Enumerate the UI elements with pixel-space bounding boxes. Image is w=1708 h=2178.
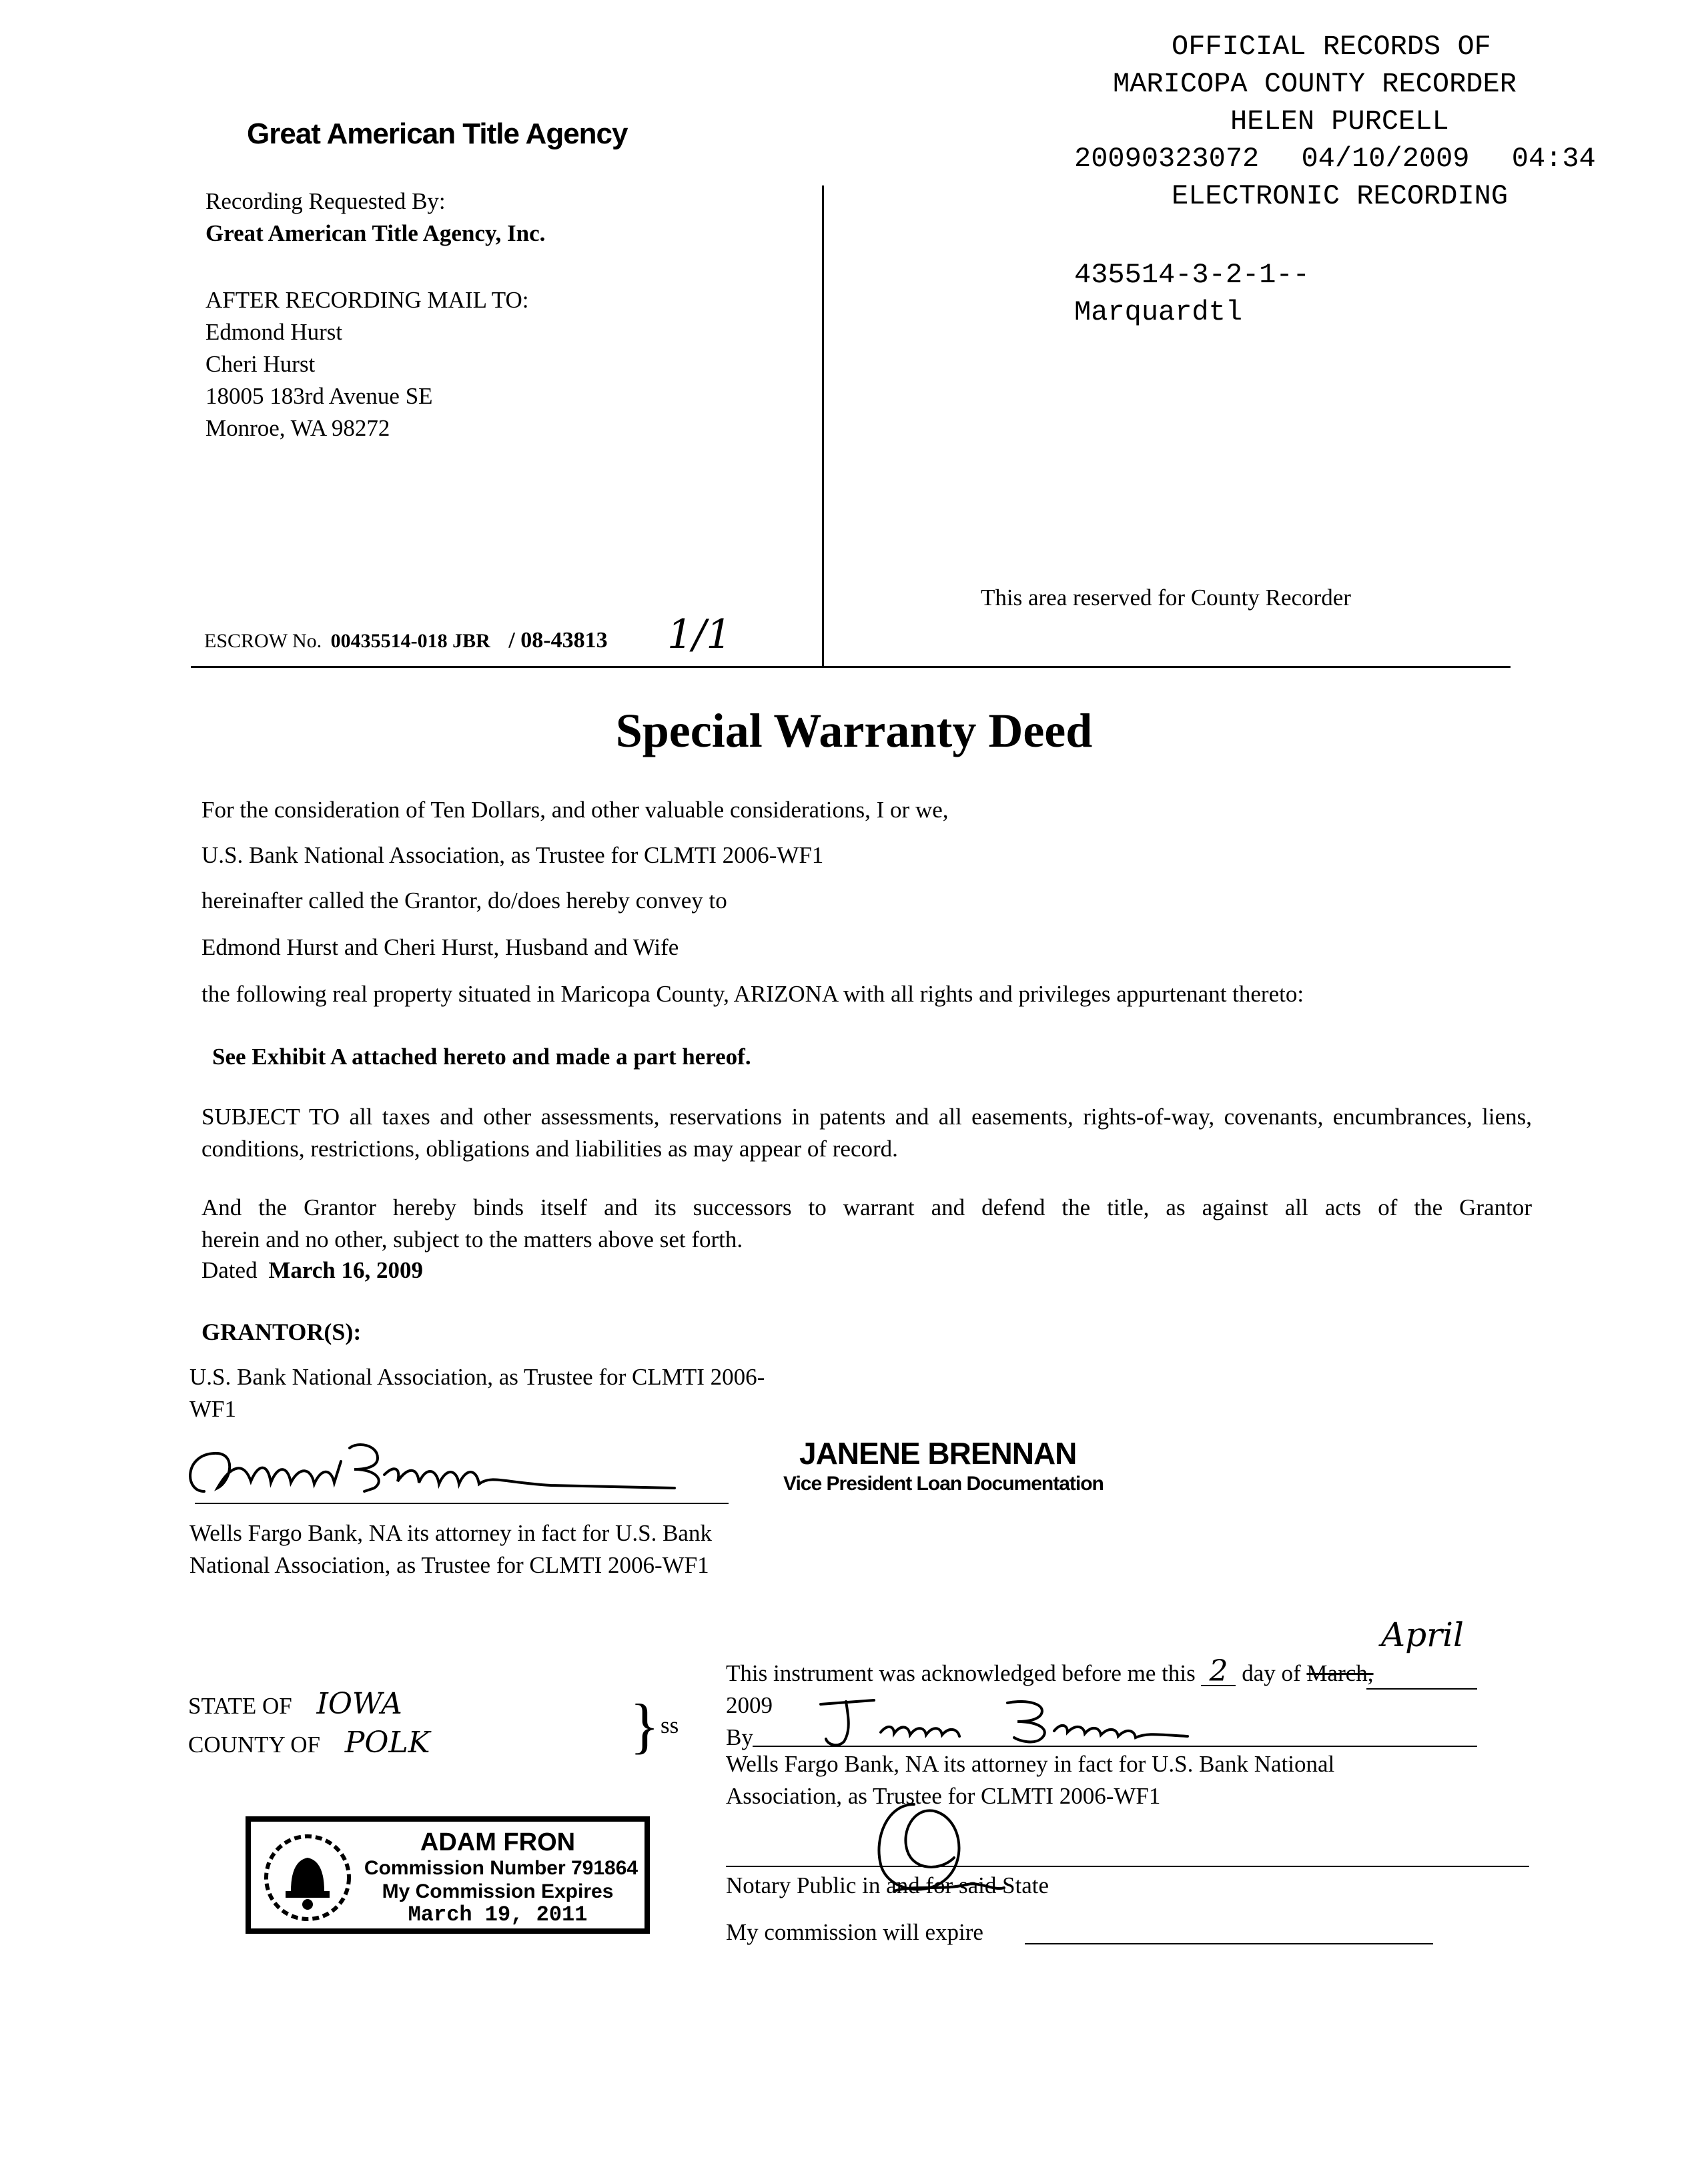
exhibit-reference: See Exhibit A attached hereto and made a part hereof. <box>212 1044 751 1070</box>
grantor-signature-name-line-1: U.S. Bank National Association, as Trustee for CLMTI 2006- <box>189 1364 765 1390</box>
grantor-name: U.S. Bank National Association, as Trustee for CLMTI 2006-WF1 <box>201 842 824 868</box>
recorder-block <box>1074 28 1517 140</box>
header-horizontal-rule <box>191 666 1511 668</box>
grantor-signature-name-line-2: WF1 <box>189 1396 236 1422</box>
grantors-heading: GRANTOR(S): <box>201 1319 362 1345</box>
signer-title-stamp: Vice President Loan Documentation <box>783 1473 1104 1495</box>
by-signature <box>787 1691 1268 1751</box>
state-line <box>188 1688 402 1722</box>
notary-name: ADAM FRON <box>420 1828 576 1856</box>
subject-to-paragraph: SUBJECT TO all taxes and other assessments, reservations in patents and all easements, rights-of-way, covenants, encumbrances, liens, conditions, restrictions, obligations and liabilities as may appear of record. <box>201 1104 1532 1162</box>
grantor-signature-line <box>195 1503 729 1504</box>
notary-expires-date: March 19, 2011 <box>408 1902 588 1927</box>
by-attorney-line-2: Association, as Trustee for CLMTI 2006-WF1 <box>726 1783 1161 1809</box>
notary-expires-label: My Commission Expires <box>382 1880 614 1902</box>
ack-month-underline <box>1366 1688 1477 1690</box>
ack-day-label: day of <box>1242 1660 1301 1686</box>
by-signature-line <box>753 1746 1477 1747</box>
recording-requested-label: Recording Requested By: <box>205 188 446 214</box>
state-label: STATE OF <box>188 1693 292 1719</box>
county-line <box>188 1727 430 1761</box>
commission-expire-line <box>1025 1943 1433 1944</box>
mail-to-line: Edmond Hurst <box>205 319 343 345</box>
ack-month-struck: March, <box>1306 1660 1374 1686</box>
consideration-text: For the consideration of Ten Dollars, and other valuable considerations, I or we, <box>201 797 949 823</box>
mail-to-line: 18005 183rd Avenue SE <box>205 383 433 409</box>
dated-line <box>201 1254 423 1287</box>
recording-type: ELECTRONIC RECORDING <box>1172 180 1509 212</box>
record-number: 20090323072 <box>1074 143 1260 175</box>
recorder-reserved-note: This area reserved for County Recorder <box>981 585 1351 611</box>
county-value: POLK <box>344 1726 430 1760</box>
file-name: Marquardtl <box>1074 296 1243 328</box>
ack-year: 2009 <box>726 1692 773 1718</box>
ss-label: ss <box>661 1712 679 1738</box>
dated-label: Dated <box>201 1257 258 1283</box>
notary-public-label: Notary Public in and for said State <box>726 1872 1049 1898</box>
grantor-signature <box>177 1428 685 1515</box>
escrow-handwritten-mark: 1/1 <box>667 611 732 658</box>
ack-text-line <box>726 1654 1374 1690</box>
record-stamp-line <box>1074 140 1596 177</box>
mail-to-line: Cheri Hurst <box>205 351 316 377</box>
dated-value: March 16, 2009 <box>268 1257 424 1283</box>
escrow-number: 00435514-018 JBR <box>330 630 490 652</box>
header-vertical-divider <box>822 186 824 666</box>
agency-name: Great American Title Agency <box>247 117 628 150</box>
ack-day: 2 <box>1201 1658 1236 1686</box>
mail-to-label: AFTER RECORDING MAIL TO: <box>205 287 529 313</box>
commission-expire-label: My commission will expire <box>726 1919 983 1945</box>
by-label: By <box>726 1724 753 1750</box>
file-code: 435514-3-2-1-- <box>1074 259 1310 291</box>
warranty-line-2: herein and no other, subject to the matters above set forth. <box>201 1226 743 1252</box>
grantor-attorney-line-2: National Association, as Trustee for CLMTI 2006-WF1 <box>189 1552 709 1578</box>
recorder-line: MARICOPA COUNTY RECORDER <box>1113 68 1517 100</box>
notary-commission-number: Commission Number 791864 <box>364 1857 638 1879</box>
recorder-line: HELEN PURCELL <box>1230 105 1449 137</box>
ss-brace: } <box>630 1692 660 1760</box>
notary-seal-stamp <box>246 1816 650 1934</box>
mail-to-address <box>205 316 433 444</box>
notary-seal-icon <box>258 1831 358 1924</box>
warranty-line-1: And the Grantor hereby binds itself and its successors to warrant and defend the title, as against all acts of the Grantor <box>201 1194 1532 1220</box>
signer-name-stamp: JANENE BRENNAN <box>799 1436 1077 1471</box>
escrow-line <box>204 627 608 655</box>
recorder-line: OFFICIAL RECORDS OF <box>1172 31 1491 63</box>
grantee: Edmond Hurst and Cheri Hurst, Husband and Wife <box>201 934 679 960</box>
recording-requested-by: Great American Title Agency, Inc. <box>205 220 546 246</box>
deed-title: Special Warranty Deed <box>615 704 1093 757</box>
property-description: the following real property situated in Maricopa County, ARIZONA with all rights and privileges appurtenant thereto: <box>201 981 1304 1007</box>
escrow-label: ESCROW No. <box>204 630 322 652</box>
ack-month-written: April <box>1381 1615 1464 1654</box>
escrow-ref: / 08-43813 <box>508 628 608 653</box>
ack-text: This instrument was acknowledged before me this <box>726 1660 1196 1686</box>
grantor-called: hereinafter called the Grantor, do/does hereby convey to <box>201 887 727 914</box>
county-label: COUNTY OF <box>188 1732 321 1758</box>
mail-to-line: Monroe, WA 98272 <box>205 415 390 441</box>
grantor-attorney-line-1: Wells Fargo Bank, NA its attorney in fact for U.S. Bank <box>189 1520 712 1546</box>
notary-signature-line <box>726 1866 1529 1867</box>
state-value: IOWA <box>316 1687 402 1721</box>
by-attorney-line-1: Wells Fargo Bank, NA its attorney in fact for U.S. Bank National <box>726 1751 1335 1777</box>
record-time: 04:34 <box>1511 143 1596 175</box>
record-date: 04/10/2009 <box>1301 143 1470 175</box>
